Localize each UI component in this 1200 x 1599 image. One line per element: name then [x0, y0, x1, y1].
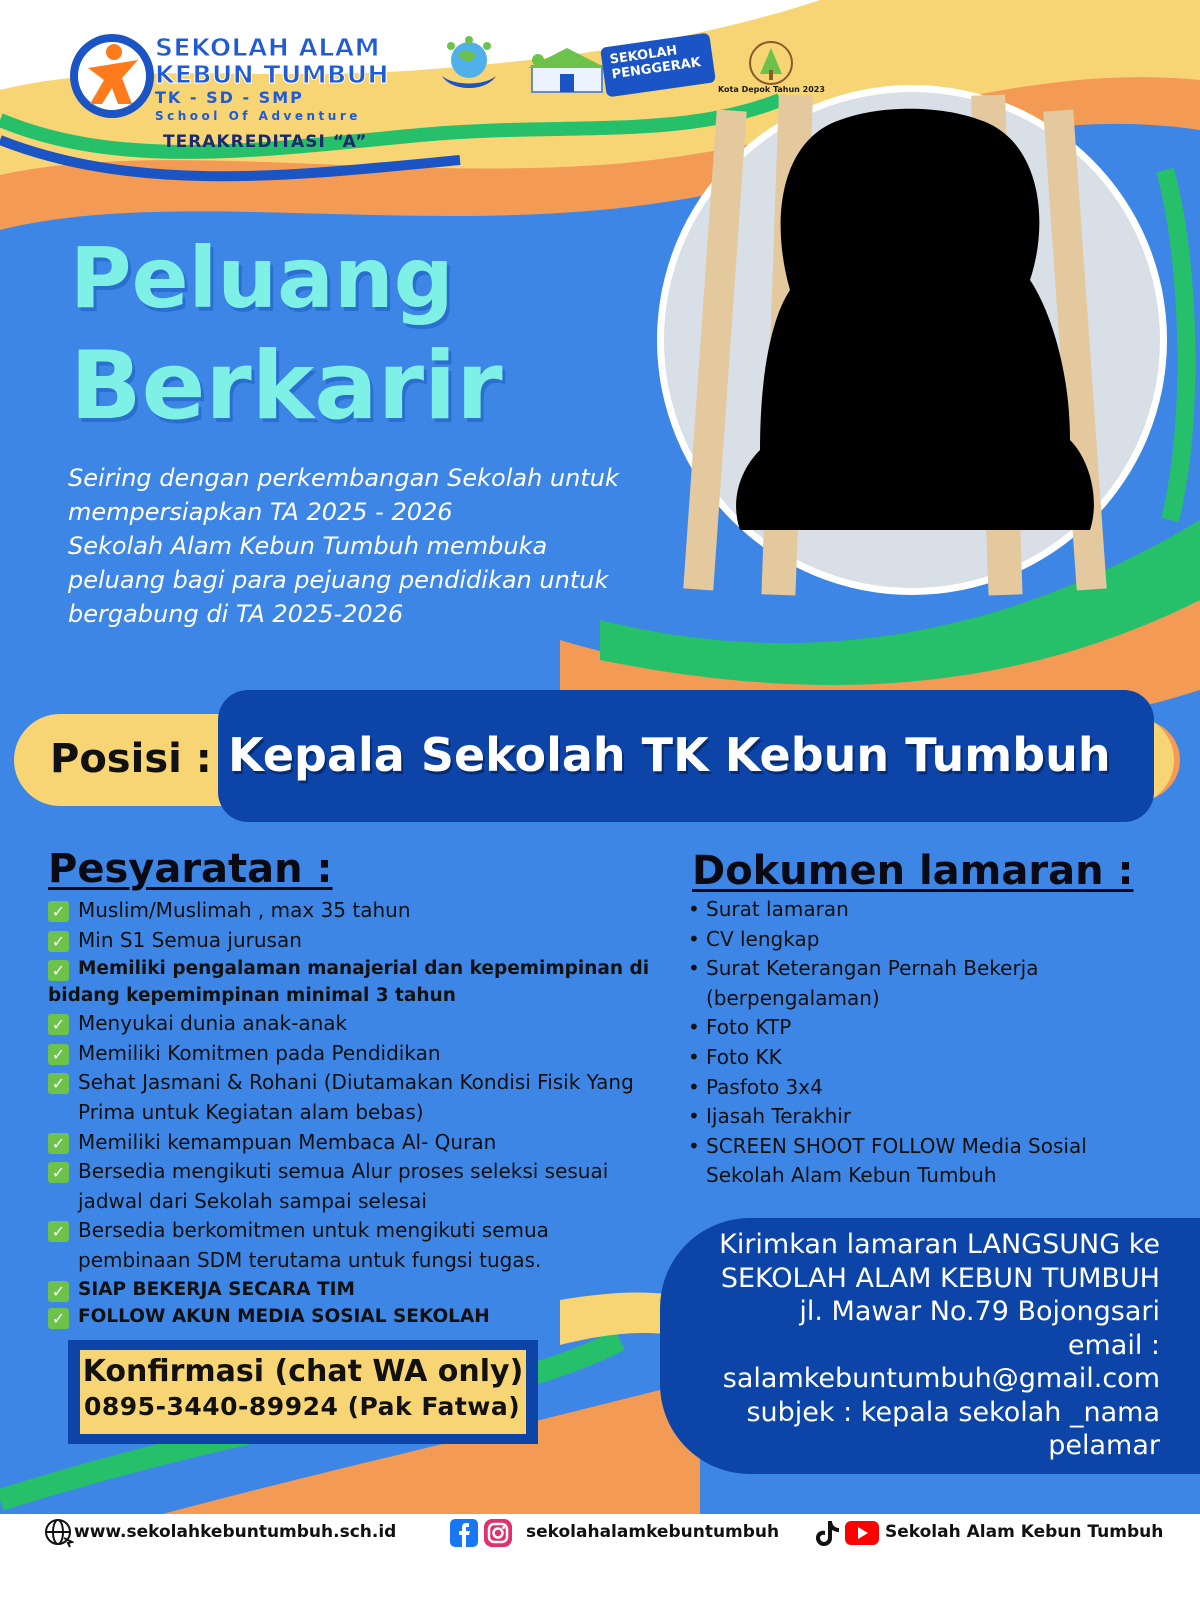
- earth-hands-icon: [436, 34, 502, 100]
- send-line: subjek : kepala sekolah _nama: [746, 1396, 1160, 1428]
- document-item: • Ijasah Terakhir: [688, 1102, 1168, 1132]
- requirements-list: [48, 896, 660, 1330]
- requirement-item: ✓ Min S1 Semua jurusan: [48, 926, 660, 956]
- check-icon: ✓: [48, 901, 69, 922]
- requirement-item: ✓ Muslim/Muslimah , max 35 tahun: [48, 896, 660, 926]
- send-line: jl. Mawar No.79 Bojongsari: [799, 1296, 1160, 1327]
- document-item: • CV lengkap: [688, 925, 1168, 955]
- document-item: • Foto KK: [688, 1043, 1168, 1073]
- tiktok-icon[interactable]: [814, 1519, 840, 1547]
- school-levels: TK - SD - SMP: [155, 88, 304, 107]
- send-line: email :: [1067, 1329, 1160, 1361]
- youtube-icon[interactable]: [845, 1521, 879, 1545]
- check-icon: ✓: [48, 1133, 69, 1154]
- requirements-title: Pesyaratan :: [48, 846, 333, 892]
- document-item: • Foto KTP: [688, 1013, 1168, 1043]
- sekolah-penggerak-badge: SEKOLAH PENGGERAK: [600, 33, 716, 98]
- check-icon: ✓: [48, 1221, 69, 1242]
- requirement-item: ✓ FOLLOW AKUN MEDIA SOSIAL SEKOLAH: [48, 1303, 660, 1330]
- send-line: pelamar: [1048, 1430, 1160, 1461]
- requirement-item: ✓ Sehat Jasmani & Rohani (Diutamakan Kondisi Fisik Yang Prima untuk Kegiatan alam bebas): [48, 1068, 660, 1127]
- document-item: • Surat lamaran: [688, 895, 1168, 925]
- documents-title: Dokumen lamaran :: [692, 848, 1134, 894]
- adiwiyata-logo-icon: [748, 40, 794, 86]
- school-building-icon: [528, 42, 608, 98]
- instagram-icon[interactable]: [484, 1519, 512, 1547]
- confirmation-title: Konfirmasi (chat WA only): [82, 1354, 524, 1389]
- requirement-item: ✓ Bersedia mengikuti semua Alur proses seleksi sesuai jadwal dari Sekolah sampai selesai: [48, 1157, 660, 1216]
- requirement-item: ✓ Bersedia berkomitmen untuk mengikuti semua pembinaan SDM terutama untuk fungsi tugas.: [48, 1216, 660, 1275]
- school-logo-icon: [68, 32, 156, 120]
- documents-list: [688, 895, 1168, 1191]
- instagram-handle[interactable]: sekolahalamkebuntumbuh: [526, 1522, 780, 1542]
- headline-line1: Peluang: [70, 229, 454, 327]
- send-line: SEKOLAH ALAM KEBUN TUMBUH: [720, 1262, 1160, 1294]
- check-icon: ✓: [48, 1073, 69, 1094]
- document-item: • Surat Keterangan Pernah Bekerja (berpengalaman): [688, 954, 1168, 1013]
- position-value: Kepala Sekolah TK Kebun Tumbuh: [228, 728, 1111, 782]
- check-icon: ✓: [48, 1308, 69, 1329]
- send-instructions: [668, 1228, 1160, 1463]
- check-icon: ✓: [48, 1044, 69, 1065]
- confirmation-phone[interactable]: 0895-3440-89924 (Pak Fatwa): [84, 1392, 521, 1421]
- intro-line: bergabung di TA 2025-2026: [68, 600, 404, 628]
- position-label: Posisi :: [50, 736, 212, 782]
- requirement-item: ✓ Memiliki pengalaman manajerial dan kepemimpinan di bidang kepemimpinan minimal 3 tahun: [48, 958, 650, 1007]
- headline-line2: Berkarir: [70, 332, 503, 441]
- facebook-icon[interactable]: [450, 1519, 478, 1547]
- adiwiyata-caption: Kota Depok Tahun 2023: [718, 85, 825, 94]
- intro-text: [68, 461, 648, 631]
- accreditation-label: TERAKREDITASI “A”: [163, 132, 368, 152]
- website-link[interactable]: www.sekolahkebuntumbuh.sch.id: [74, 1522, 397, 1542]
- email-address[interactable]: salamkebuntumbuh@gmail.com: [722, 1363, 1160, 1394]
- document-item: • Pasfoto 3x4: [688, 1073, 1168, 1103]
- intro-line: Seiring dengan perkembangan Sekolah untuk: [68, 464, 619, 492]
- check-icon: ✓: [48, 960, 69, 981]
- intro-line: Sekolah Alam Kebun Tumbuh membuka: [68, 532, 548, 560]
- requirement-item: ✓ Menyukai dunia anak-anak: [48, 1009, 660, 1039]
- school-tagline: School Of Adventure: [155, 109, 361, 123]
- school-name-line1: SEKOLAH ALAM: [155, 33, 380, 62]
- check-icon: ✓: [48, 1162, 69, 1183]
- school-name-line2: KEBUN TUMBUH: [155, 60, 389, 89]
- intro-line: mempersiapkan TA 2025 - 2026: [68, 498, 453, 526]
- youtube-channel[interactable]: Sekolah Alam Kebun Tumbuh: [885, 1522, 1164, 1542]
- check-icon: ✓: [48, 1014, 69, 1035]
- check-icon: ✓: [48, 931, 69, 952]
- requirement-item: ✓ SIAP BEKERJA SECARA TIM: [48, 1276, 660, 1303]
- requirement-item: ✓ Memiliki kemampuan Membaca Al- Quran: [48, 1128, 660, 1158]
- document-item: • SCREEN SHOOT FOLLOW Media Sosial Sekolah Alam Kebun Tumbuh: [688, 1132, 1168, 1191]
- intro-line: peluang bagi para pejuang pendidikan untuk: [68, 566, 609, 594]
- globe-icon: [44, 1518, 74, 1548]
- requirement-item: ✓ Memiliki Komitmen pada Pendidikan: [48, 1039, 660, 1069]
- check-icon: ✓: [48, 1281, 69, 1302]
- send-line: Kirimkan lamaran LANGSUNG ke: [719, 1229, 1160, 1260]
